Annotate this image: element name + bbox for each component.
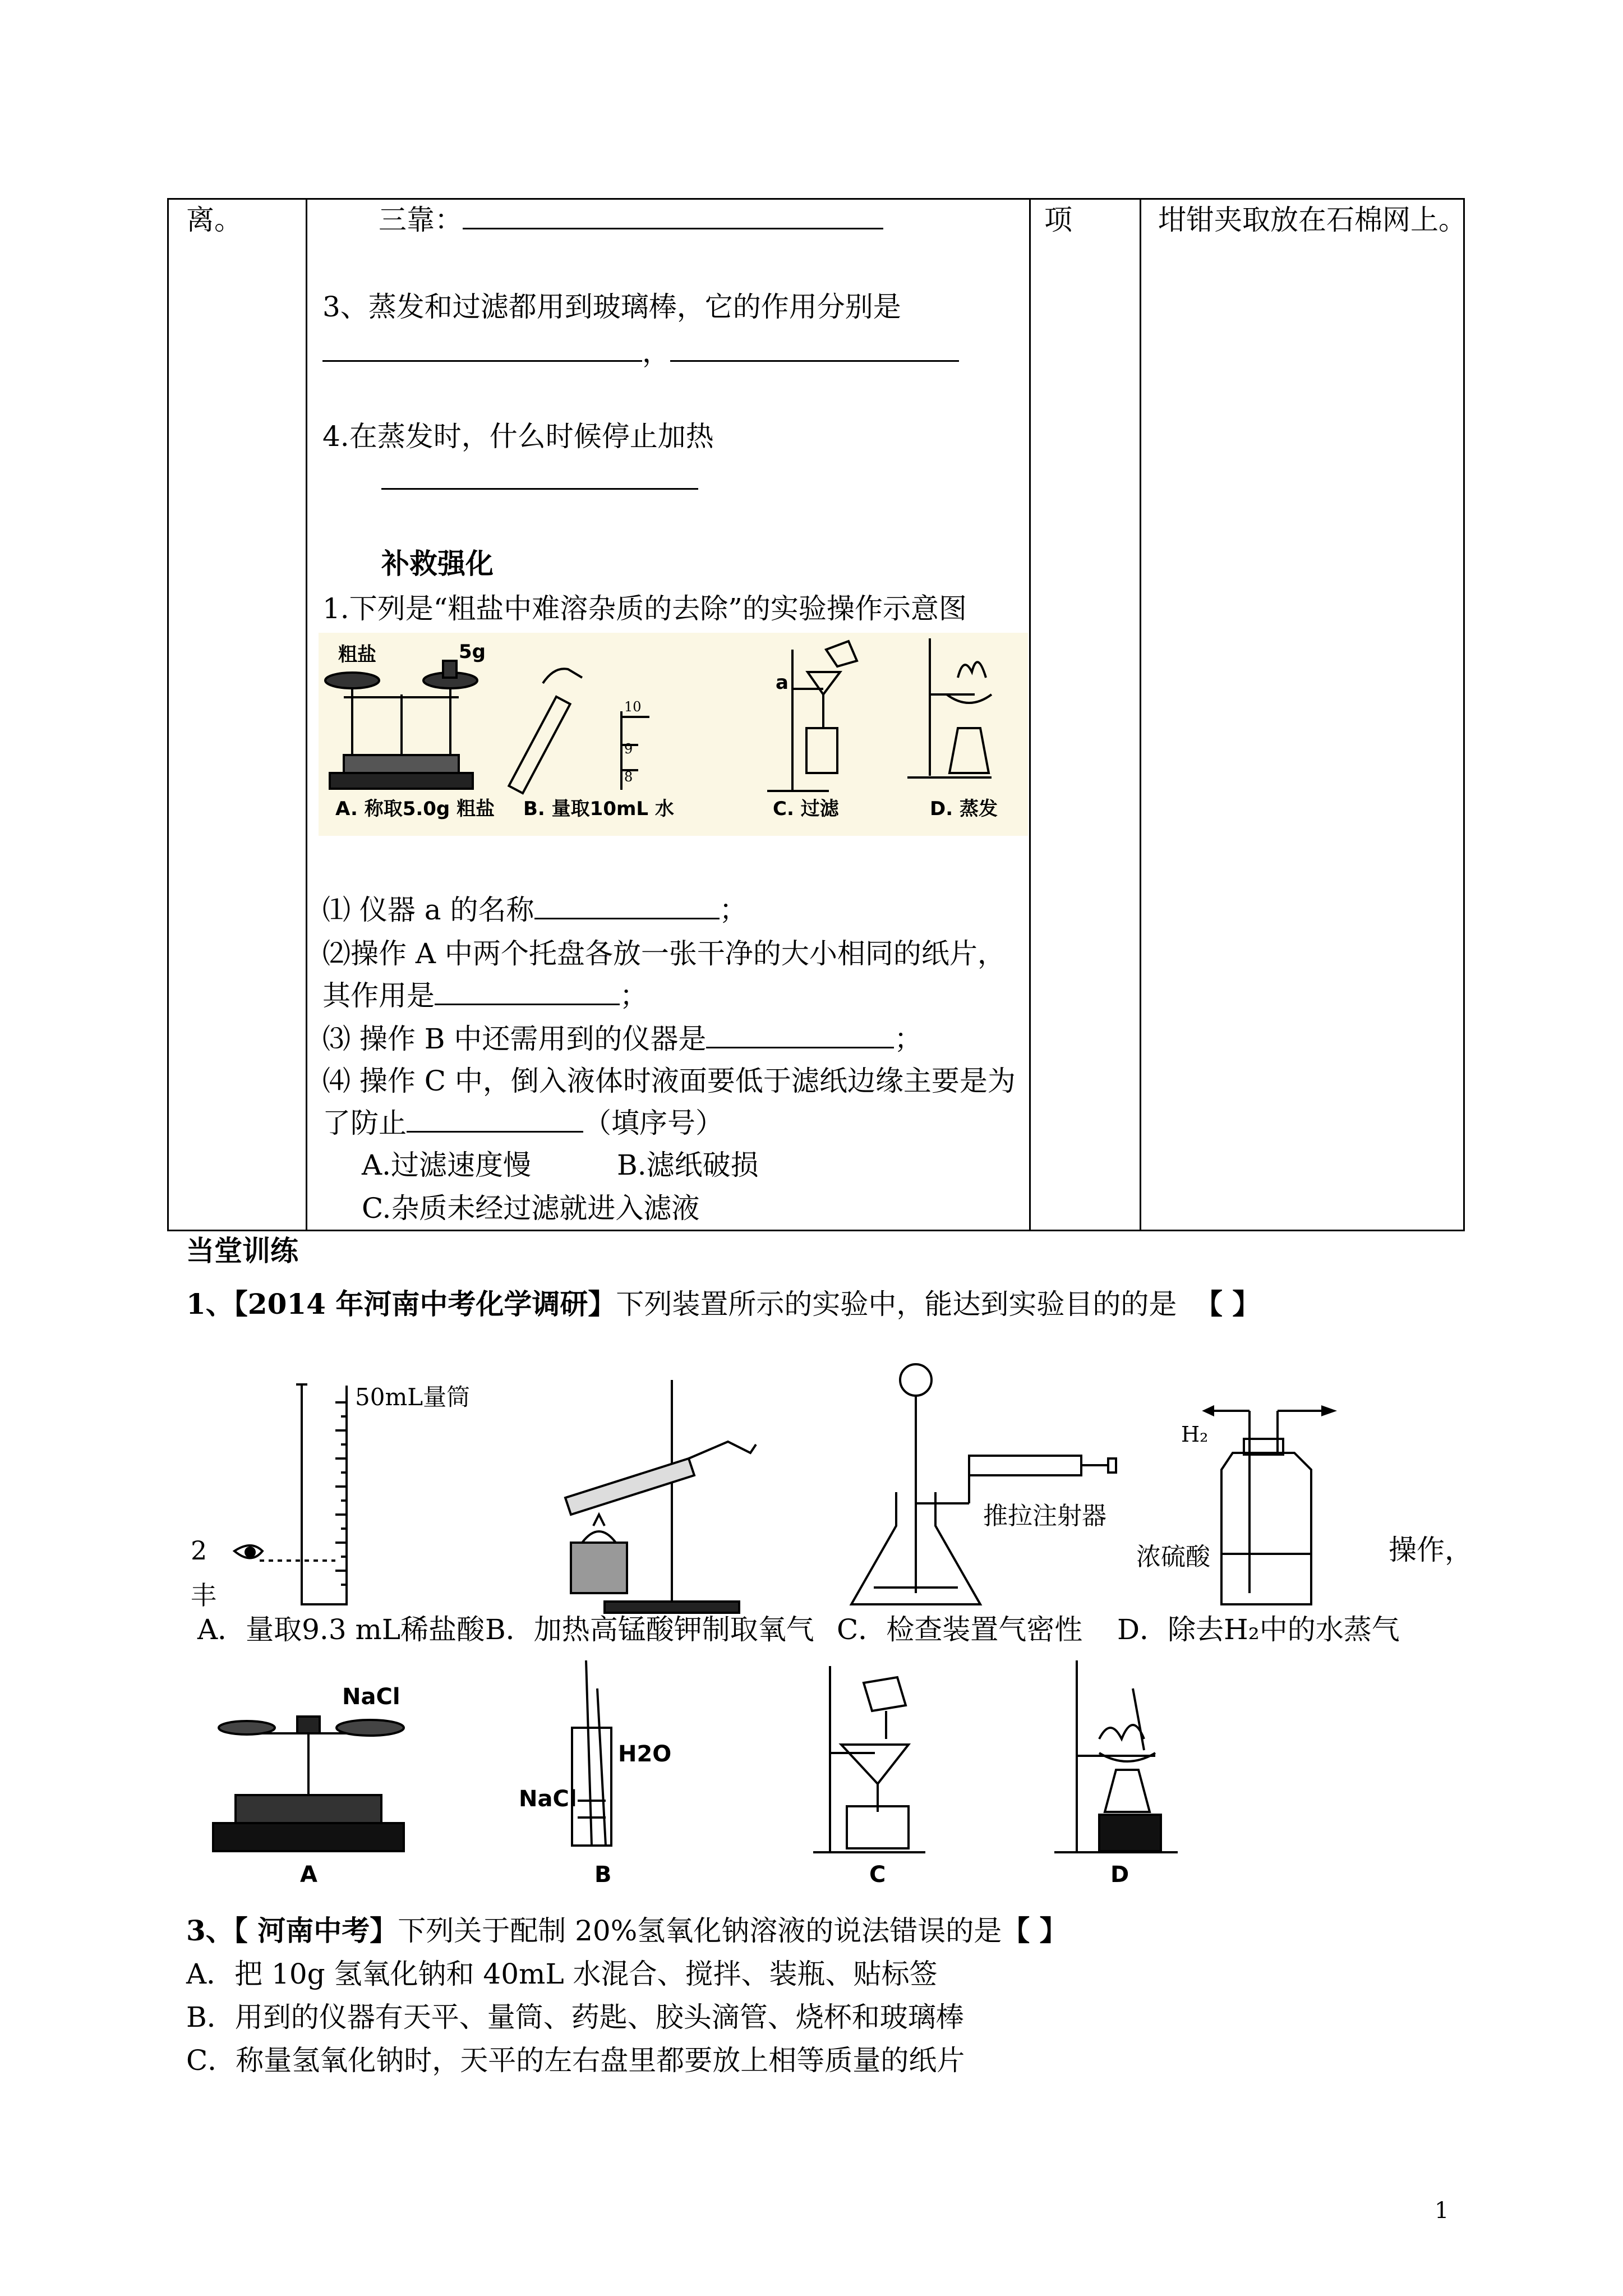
nacl-label: NaCl bbox=[519, 1786, 577, 1812]
syringe-label: 推拉注射器 bbox=[983, 1502, 1106, 1530]
table-bottom-border bbox=[167, 1230, 1465, 1231]
question-3-blanks bbox=[322, 335, 959, 369]
question-text: 下列装置所示的实验中，能达到实验目的的是 bbox=[616, 1288, 1177, 1320]
heating-apparatus-illustration bbox=[565, 1380, 756, 1613]
filtration-illustration bbox=[767, 641, 857, 791]
nacl-label: NaCl bbox=[342, 1684, 400, 1710]
answer-blank bbox=[381, 488, 698, 490]
q1-caption-d: D．除去H₂中的水蒸气 bbox=[1117, 1613, 1400, 1646]
answer-blank bbox=[463, 203, 883, 229]
punctuation: ； bbox=[719, 894, 748, 926]
figure-caption-b: B. 量取10mL 水 bbox=[523, 798, 674, 820]
gas-washing-bottle-illustration bbox=[1205, 1407, 1334, 1604]
q2-label-c: C bbox=[869, 1862, 886, 1888]
q3-option-c: C．称量氢氧化钠时，天平的左右盘里都要放上相等质量的纸片 bbox=[186, 2044, 965, 2077]
apparatus-a-label: a bbox=[776, 671, 789, 694]
sub-question-1 bbox=[322, 893, 748, 927]
answer-blank bbox=[435, 979, 620, 1005]
q2-figure bbox=[191, 1655, 1211, 1896]
answer-blank bbox=[706, 1022, 894, 1048]
san-kao-text: 三靠： bbox=[379, 204, 463, 236]
table-col-border bbox=[1029, 198, 1031, 1231]
table-col-border bbox=[1463, 198, 1465, 1231]
scale-label: 10 bbox=[624, 699, 642, 715]
filtration-setup-illustration bbox=[813, 1666, 925, 1852]
water-label: H2O bbox=[618, 1741, 672, 1767]
operation-text: 操作， bbox=[1389, 1534, 1473, 1566]
table-col-border bbox=[167, 198, 169, 1231]
sub-question-3 bbox=[322, 1022, 922, 1056]
question-source: 1、【2014 年河南中考化学调研】 bbox=[186, 1287, 616, 1320]
san-kao-label bbox=[379, 203, 883, 237]
balance-with-nacl-illustration bbox=[213, 1717, 404, 1851]
figure-caption-c: C. 过滤 bbox=[773, 798, 839, 820]
figure-caption-a: A. 称取5.0g 粗盐 bbox=[335, 798, 495, 820]
text-fragment: 丰 bbox=[191, 1580, 216, 1611]
answer-blank bbox=[534, 893, 720, 919]
cylinder-label: 50mL量筒 bbox=[355, 1383, 471, 1411]
crude-salt-diagram bbox=[319, 633, 1028, 836]
sub-question-4a: ⑷ 操作 C 中，倒入液体时液面要低于滤纸边缘主要是为 bbox=[322, 1065, 1016, 1097]
sub-question-2b bbox=[322, 979, 648, 1013]
evaporation-setup-illustration bbox=[1054, 1660, 1178, 1852]
q1-caption-b: B．加热高锰酸钾制取氧气 bbox=[485, 1613, 814, 1646]
section-title: 当堂训练 bbox=[186, 1234, 298, 1267]
question-3-main bbox=[186, 1914, 1068, 1948]
graduated-cylinder-illustration bbox=[234, 1384, 347, 1604]
q1-caption-c: C．检查装置气密性 bbox=[837, 1613, 1083, 1646]
answer-blank bbox=[407, 1106, 583, 1133]
sub-question-text: （填序号） bbox=[583, 1107, 723, 1139]
option-c: C.杂质未经过滤就进入滤液 bbox=[362, 1192, 700, 1225]
evaporation-illustration bbox=[907, 638, 992, 777]
answer-bracket: 【 】 bbox=[1002, 1914, 1068, 1947]
acid-label: 浓硫酸 bbox=[1136, 1543, 1210, 1571]
scale-label: 9 bbox=[624, 741, 633, 757]
answer-bracket: 【 】 bbox=[1195, 1287, 1261, 1320]
q2-label-b: B bbox=[594, 1862, 612, 1888]
q3-option-a: A．把 10g 氢氧化钠和 40mL 水混合、搅拌、装瓶、贴标签 bbox=[186, 1958, 938, 1990]
question-source: 3、【 河南中考】 bbox=[186, 1914, 398, 1947]
q2-label-d: D bbox=[1110, 1862, 1129, 1888]
sub-question-text: 了防止 bbox=[322, 1107, 407, 1139]
option-a: A.过滤速度慢 bbox=[362, 1149, 532, 1181]
punctuation: ； bbox=[894, 1023, 923, 1055]
table-col-border bbox=[306, 198, 307, 1231]
remedy-question-1: 1.下列是“粗盐中难溶杂质的去除”的实验操作示意图 bbox=[322, 592, 967, 625]
weight-label: 5g bbox=[459, 641, 486, 663]
col3-text: 项 bbox=[1044, 204, 1072, 236]
q2-label-a: A bbox=[300, 1862, 317, 1888]
sub-question-2a: ⑵操作 A 中两个托盘各放一张干净的大小相同的纸片， bbox=[322, 937, 1006, 970]
question-1 bbox=[186, 1287, 1177, 1321]
table-top-border bbox=[167, 198, 1465, 200]
flask-syringe-illustration bbox=[851, 1364, 1116, 1604]
comma-text: ， bbox=[642, 336, 670, 369]
page-number: 1 bbox=[1435, 2198, 1449, 2224]
figure-caption-d: D. 蒸发 bbox=[930, 798, 998, 820]
h2-label: H₂ bbox=[1181, 1422, 1209, 1447]
balance-illustration bbox=[325, 661, 477, 789]
text-fragment: 2 bbox=[191, 1535, 208, 1566]
scale-label: 8 bbox=[624, 769, 633, 785]
table-col-border bbox=[1140, 198, 1141, 1231]
crude-salt-figure bbox=[319, 633, 1028, 836]
option-b: B.滤纸破损 bbox=[617, 1149, 759, 1181]
question-4: 4.在蒸发时，什么时候停止加热 bbox=[322, 420, 714, 453]
q3-option-b: B．用到的仪器有天平、量筒、药匙、胶头滴管、烧杯和玻璃棒 bbox=[186, 2001, 964, 2033]
remedy-title: 补救强化 bbox=[381, 547, 494, 580]
q1-figure bbox=[167, 1358, 1491, 1621]
crude-salt-label: 粗盐 bbox=[338, 643, 376, 666]
sub-question-text: ⑶ 操作 B 中还需用到的仪器是 bbox=[322, 1023, 707, 1055]
question-text: 下列关于配制 20%氢氧化钠溶液的说法错误的是 bbox=[398, 1915, 1002, 1947]
col1-text: 离。 bbox=[186, 204, 242, 236]
sub-question-text: ⑴ 仪器 a 的名称 bbox=[322, 894, 534, 926]
question-3: 3、蒸发和过滤都用到玻璃棒，它的作用分别是 bbox=[322, 291, 901, 323]
q1-caption-a: A．量取9.3 mL稀盐酸 bbox=[197, 1613, 485, 1646]
q2-diagram bbox=[191, 1655, 1211, 1896]
cylinder-with-rod-illustration bbox=[572, 1660, 611, 1846]
q1-diagram bbox=[167, 1358, 1491, 1621]
punctuation: ； bbox=[620, 979, 648, 1012]
answer-blank bbox=[670, 335, 959, 362]
col4-text: 坩钳夹取放在石棉网上。 bbox=[1158, 204, 1467, 236]
sub-question-text: 其作用是 bbox=[322, 979, 435, 1012]
sub-question-4b bbox=[322, 1106, 723, 1140]
answer-blank bbox=[322, 335, 642, 362]
